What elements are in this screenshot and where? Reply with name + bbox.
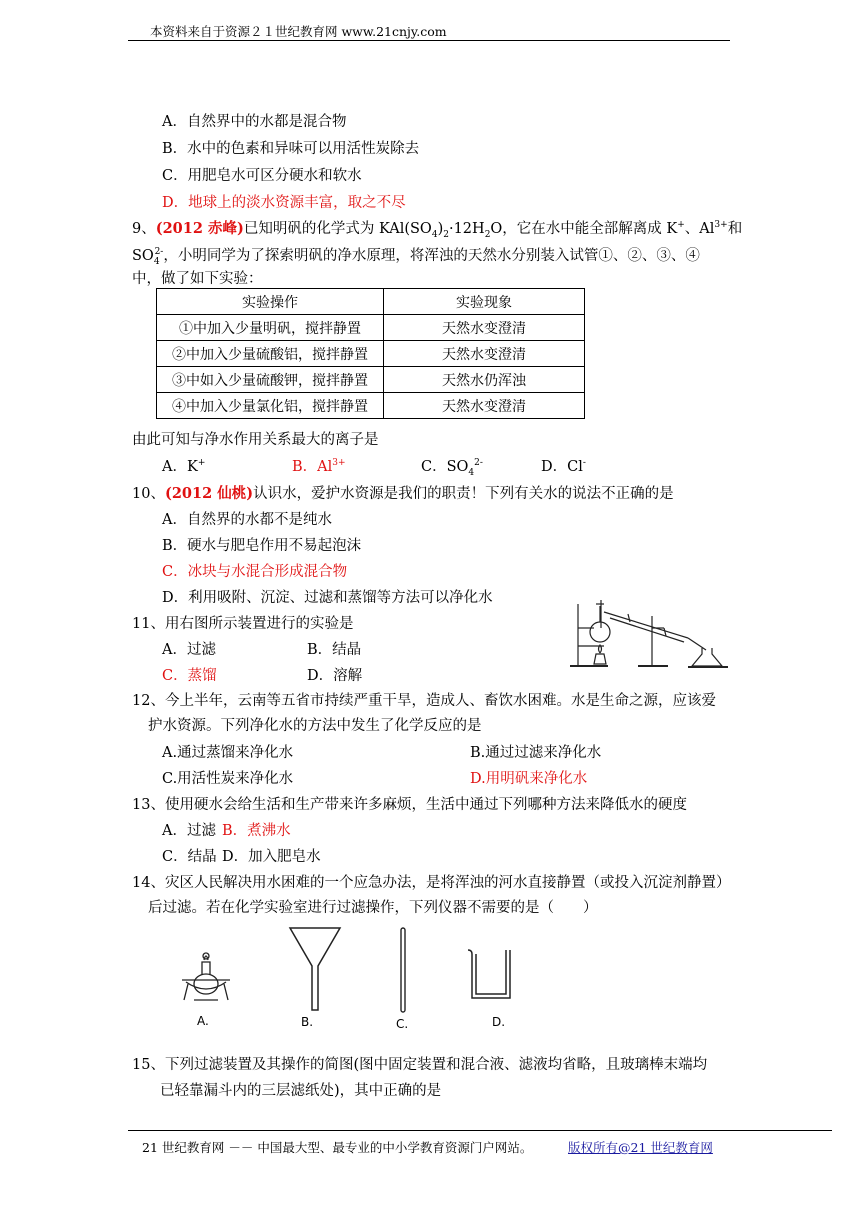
q11-option-a: A．过滤 (162, 642, 216, 658)
q14-stem-line1: 14、灾区人民解决用水困难的一个应急办法，是将浑浊的河水直接静置（或投入沉淀剂静置） (132, 875, 731, 891)
q9-sub: 2 (443, 229, 449, 240)
q8-option-a: A．自然界中的水都是混合物 (162, 114, 347, 130)
table-cell: ③中如入少量硫酸钾，搅拌静置 (157, 367, 384, 393)
table-cell: ①中加入少量明矾，搅拌静置 (157, 315, 384, 341)
q9-option-a (162, 455, 205, 476)
table-cell: 天然水变澄清 (384, 393, 585, 419)
q14-stem-line2: 后过滤。若在化学实验室进行过滤操作，下列仪器不需要的是（ ） (148, 900, 598, 916)
q9-text: O，它在水中能全部解离成 K (490, 221, 678, 237)
table-row (157, 393, 585, 419)
option-text: A．K (162, 459, 198, 475)
footer-site-info: 21 世纪教育网 －－ 中国最大型、最专业的中小学教育资源门户网站。 (142, 1140, 533, 1155)
table-row (157, 315, 585, 341)
table-cell: ④中加入少量氯化铝，搅拌静置 (157, 393, 384, 419)
q14-label-a: A. (197, 1014, 209, 1028)
q11-stem: 11、用右图所示装置进行的实验是 (132, 616, 354, 632)
q12-stem-line1: 12、今上半年，云南等五省市持续严重干旱，造成人、畜饮水困难。水是生命之源，应该爱 (132, 693, 716, 709)
q8-option-d-answer: D．地球上的淡水资源丰富，取之不尽 (162, 195, 406, 211)
alcohol-lamp-on-stand-figure (178, 944, 234, 1006)
q9-option-c (421, 455, 483, 478)
funnel-figure (288, 924, 342, 1014)
q13-option-d: D．加入肥皂水 (222, 849, 321, 865)
q15-stem-line2: 已轻靠漏斗内的三层滤纸处)，其中正确的是 (160, 1083, 442, 1099)
distillation-apparatus-figure (568, 598, 738, 672)
table-row (157, 367, 585, 393)
q8-option-b: B．水中的色素和异味可以用活性炭除去 (162, 141, 420, 157)
q10-option-d: D．利用吸附、沉淀、过滤和蒸馏等方法可以净化水 (162, 590, 493, 606)
q9-sub: 4 (153, 256, 160, 267)
option-text: B．Al (292, 459, 333, 475)
q9-text: SO (132, 248, 154, 264)
q8-option-c: C．用肥皂水可区分硬水和软水 (162, 168, 362, 184)
q9-sup: 3+ (714, 220, 728, 231)
q9-option-b-answer (292, 455, 346, 476)
q11-option-c-answer: C．蒸馏 (162, 668, 217, 684)
table-header-operation: 实验操作 (157, 289, 384, 315)
q9-sub: 2 (484, 229, 491, 240)
q9-text: 、Al (684, 221, 715, 237)
table-header-phenomenon: 实验现象 (384, 289, 585, 315)
table-cell: 天然水仍浑浊 (384, 367, 585, 393)
glass-rod-figure (396, 926, 410, 1014)
header-divider (128, 40, 730, 41)
q11-option-d: D．溶解 (307, 668, 363, 684)
q10-option-b: B．硬水与肥皂作用不易起泡沫 (162, 538, 362, 554)
q12-option-c: C.用活性炭来净化水 (162, 771, 294, 787)
footer-copyright-link[interactable]: 版权所有@21 世纪教育网 (568, 1140, 713, 1155)
option-text: C．SO (421, 459, 469, 475)
q9-stem-line1 (132, 217, 742, 240)
q9-conclusion: 由此可知与净水作用关系最大的离子是 (132, 432, 379, 448)
q12-stem-line2: 护水资源。下列净化水的方法中发生了化学反应的是 (148, 718, 482, 734)
q10-option-a: A．自然界的水都不是纯水 (162, 512, 332, 528)
option-sup: 3+ (332, 458, 346, 469)
option-text: D．Cl (541, 459, 583, 475)
table-cell: ②中加入少量硫酸铝，搅拌静置 (157, 341, 384, 367)
q9-stem-line3: 中，做了如下实验： (132, 271, 263, 287)
q9-option-d (541, 455, 586, 476)
footer-divider (128, 1130, 832, 1131)
q13-option-b-answer: B．煮沸水 (222, 823, 291, 839)
option-sup: 2- (474, 458, 483, 469)
q14-label-c: C. (396, 1017, 409, 1031)
q14-label-b: B. (301, 1015, 314, 1029)
option-sup: + (197, 458, 206, 469)
q9-number: 9、 (132, 221, 156, 237)
table-row (157, 341, 585, 367)
q9-sup: 2- (154, 247, 164, 258)
q9-source-tag: (2012 赤峰) (155, 220, 244, 237)
q13-option-a: A．过滤 (162, 823, 216, 839)
q9-text: 和 (727, 221, 743, 237)
q10-option-c-answer: C．冰块与水混合形成混合物 (162, 564, 348, 580)
q10-source-tag: (2012 仙桃) (164, 485, 254, 502)
q10-stem (132, 482, 674, 503)
q9-text: ) (437, 221, 444, 237)
table-header-row (157, 289, 585, 315)
q9-text: 已知明矾的化学式为 KAl(SO (243, 221, 432, 237)
table-cell: 天然水变澄清 (384, 341, 585, 367)
q12-option-b: B.通过过滤来净化水 (470, 745, 602, 761)
q9-sub: 4 (431, 229, 438, 240)
q10-text: 认识水，爱护水资源是我们的职责！下列有关水的说法不正确的是 (253, 486, 674, 502)
q11-option-b: B．结晶 (307, 642, 362, 658)
q12-option-d-answer: D.用明矾来净化水 (470, 771, 588, 787)
q9-sup: + (677, 220, 685, 231)
q14-label-d: D. (492, 1015, 506, 1029)
option-sup: - (582, 458, 586, 469)
table-cell: 天然水变澄清 (384, 315, 585, 341)
beaker-figure (466, 946, 516, 1002)
q9-stem-line2 (132, 244, 700, 267)
experiment-table (156, 288, 585, 419)
q12-option-a: A.通过蒸馏来净化水 (162, 745, 294, 761)
q13-stem: 13、使用硬水会给生活和生产带来许多麻烦，生活中通过下列哪种方法来降低水的硬度 (132, 797, 687, 813)
q9-text: ，小明同学为了探索明矾的净水原理，将浑浊的天然水分别装入试管①、②、③、④ (163, 248, 700, 264)
q9-text: ·12H (448, 221, 485, 237)
q10-number: 10、 (132, 486, 165, 502)
q15-stem-line1: 15、下列过滤装置及其操作的简图(图中固定装置和混合液、滤液均省略，且玻璃棒末端均 (132, 1057, 708, 1073)
option-sub: 4 (468, 467, 475, 478)
page-header: 本资料来自于资源２１世纪教育网 www.21cnjy.com (150, 24, 447, 39)
q13-option-c: C．结晶 (162, 849, 217, 865)
